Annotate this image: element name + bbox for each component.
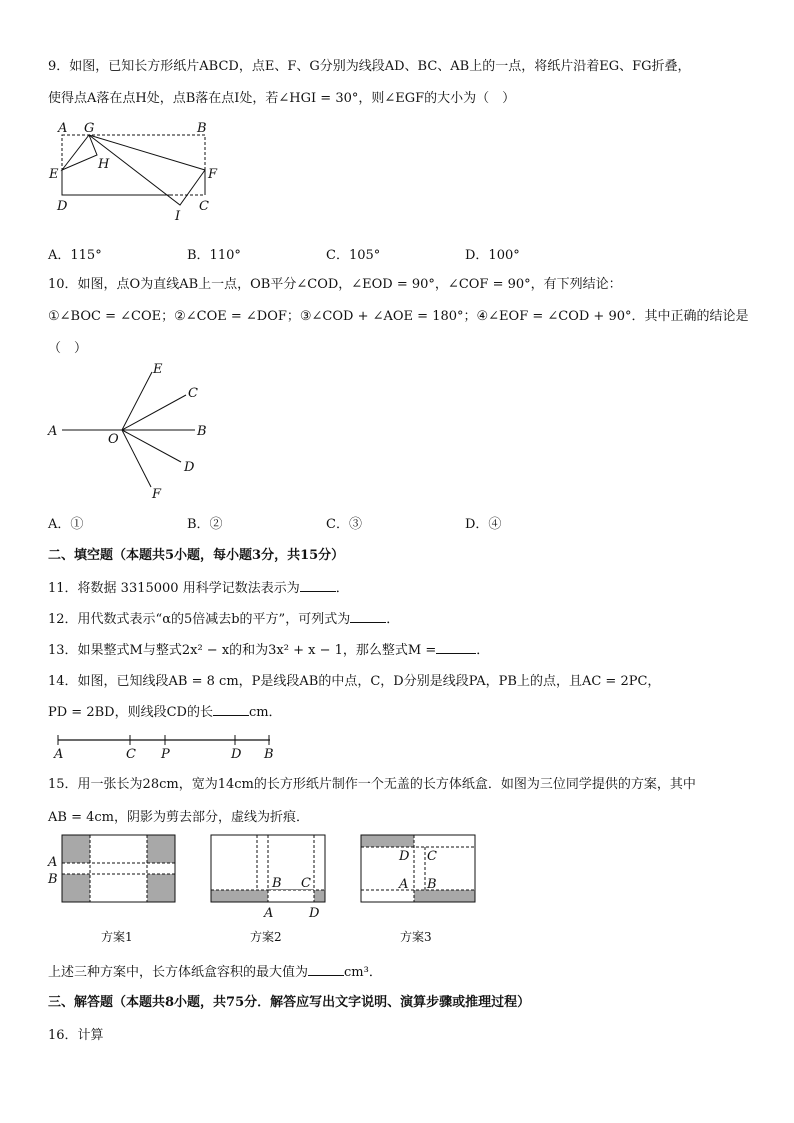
q15-plan2-label-b: B xyxy=(272,876,282,891)
q14-text-post: cm． xyxy=(248,705,282,720)
q15-answer-line xyxy=(48,961,382,980)
q10-label-a: A xyxy=(48,424,58,439)
q10-text-line2: ①∠BOC = ∠COE；②∠COE = ∠DOF；③∠COD + ∠AOE = 180°；④∠EOF = ∠COD + 90°．其中正确的结论是 xyxy=(48,309,749,324)
q15-answer-post: cm³． xyxy=(344,965,382,980)
q15-plan2-label-d: D xyxy=(309,906,320,921)
q10-label-d: D xyxy=(184,460,195,475)
q11-text-pre: 11．将数据 3315000 用科学记数法表示为 xyxy=(48,581,300,596)
q15-plan1-label-b: B xyxy=(48,872,58,887)
q15-answer-blank[interactable] xyxy=(308,963,344,976)
q15-caption-plan-1: 方案1 xyxy=(101,930,133,944)
q10-text-line3: （ ） xyxy=(48,341,88,356)
q10-option-d: D．④ xyxy=(465,517,502,532)
q11-text-post: ． xyxy=(335,581,349,596)
q15-caption-plan-2: 方案2 xyxy=(250,930,282,944)
q15-caption-plan-3: 方案3 xyxy=(400,930,432,944)
q14-label-c: C xyxy=(126,747,136,762)
q9-label-e: E xyxy=(49,167,59,182)
q10-label-b: B xyxy=(197,424,207,439)
q10-option-a: A．① xyxy=(48,517,84,532)
q14-label-d: D xyxy=(231,747,242,762)
q15-plan3-label-b: B xyxy=(427,877,437,892)
q15-answer-pre: 上述三种方案中，长方体纸盒容积的最大值为 xyxy=(48,965,309,980)
q12-text-post: ． xyxy=(386,612,400,627)
q10-text-line1: 10．如图，点O为直线AB上一点，OB平分∠COD，∠EOD = 90°，∠COF = 90°，有下列结论： xyxy=(48,277,622,292)
q9-label-b: B xyxy=(197,121,207,136)
q10-label-o: O xyxy=(108,432,119,447)
q9-option-c: C．105° xyxy=(326,248,381,263)
q14-label-p: P xyxy=(161,747,170,762)
q15-plan-3 xyxy=(361,835,475,902)
q9-label-i: I xyxy=(175,209,181,224)
q14-label-a: A xyxy=(54,747,64,762)
q10-option-c: C．③ xyxy=(326,517,362,532)
q15-text-line1: 15．用一张长为28cm，宽为14cm的长方形纸片制作一个无盖的长方体纸盒．如图为三位同学提供的方案，其中 xyxy=(48,777,696,792)
q10-option-b: B．② xyxy=(187,517,223,532)
q14-text-line1: 14．如图，已知线段AB = 8 cm，P是线段AB的中点，C，D分别是线段PA，PB上的点，且AC = 2PC， xyxy=(48,674,661,689)
q12-text-pre: 12．用代数式表示“α的5倍减去b的平方”，可列式为 xyxy=(48,612,351,627)
q9-label-a: A xyxy=(58,121,68,136)
q10-label-f: F xyxy=(152,487,162,502)
q13-text-pre: 13．如果整式M与整式2x² − x的和为3x² + x − 1，那么整式M = xyxy=(48,643,437,658)
q15-plan-2 xyxy=(211,835,325,921)
q9-option-d: D．100° xyxy=(465,248,520,263)
q15-plan-1 xyxy=(47,835,175,902)
q9-option-b: B．110° xyxy=(187,248,241,263)
q15-plan2-label-c: C xyxy=(301,876,311,891)
q15-plan1-label-a: A xyxy=(48,855,58,870)
q9-label-g: G xyxy=(84,121,95,136)
q9-label-f: F xyxy=(208,167,218,182)
q10-label-c: C xyxy=(188,386,198,401)
q13-text-post: ． xyxy=(476,643,490,658)
q9-text-line1: 9．如图，已知长方形纸片ABCD，点E、F、G分别为线段AD、BC、AB上的一点，将纸片沿着EG、FG折叠， xyxy=(48,59,691,74)
q15-plan3-label-a: A xyxy=(399,877,409,892)
section-3-heading: 三、解答题（本题共8小题，共75分．解答应写出文字说明、演算步骤或推理过程） xyxy=(48,995,531,1010)
q14-label-b: B xyxy=(264,747,274,762)
q10-label-e: E xyxy=(153,362,163,377)
q9-option-a: A．115° xyxy=(48,248,102,263)
q16-text: 16．计算 xyxy=(48,1028,104,1043)
section-2-heading: 二、填空题（本题共5小题，每小题3分，共15分） xyxy=(48,548,345,563)
q9-label-c: C xyxy=(199,199,209,214)
q15-plan3-label-c: C xyxy=(427,849,437,864)
q9-label-d: D xyxy=(57,199,68,214)
q15-plan2-label-a: A xyxy=(264,906,274,921)
q9-label-h: H xyxy=(98,157,110,172)
q15-text-line2: AB = 4cm，阴影为剪去部分，虚线为折痕． xyxy=(48,810,309,825)
q9-text-line2: 使得点A落在点H处，点B落在点I处，若∠HGI = 30°，则∠EGF的大小为（ ） xyxy=(48,91,516,106)
q15-plan3-label-d: D xyxy=(399,849,410,864)
q14-text-pre: PD = 2BD，则线段CD的长 xyxy=(48,705,213,720)
